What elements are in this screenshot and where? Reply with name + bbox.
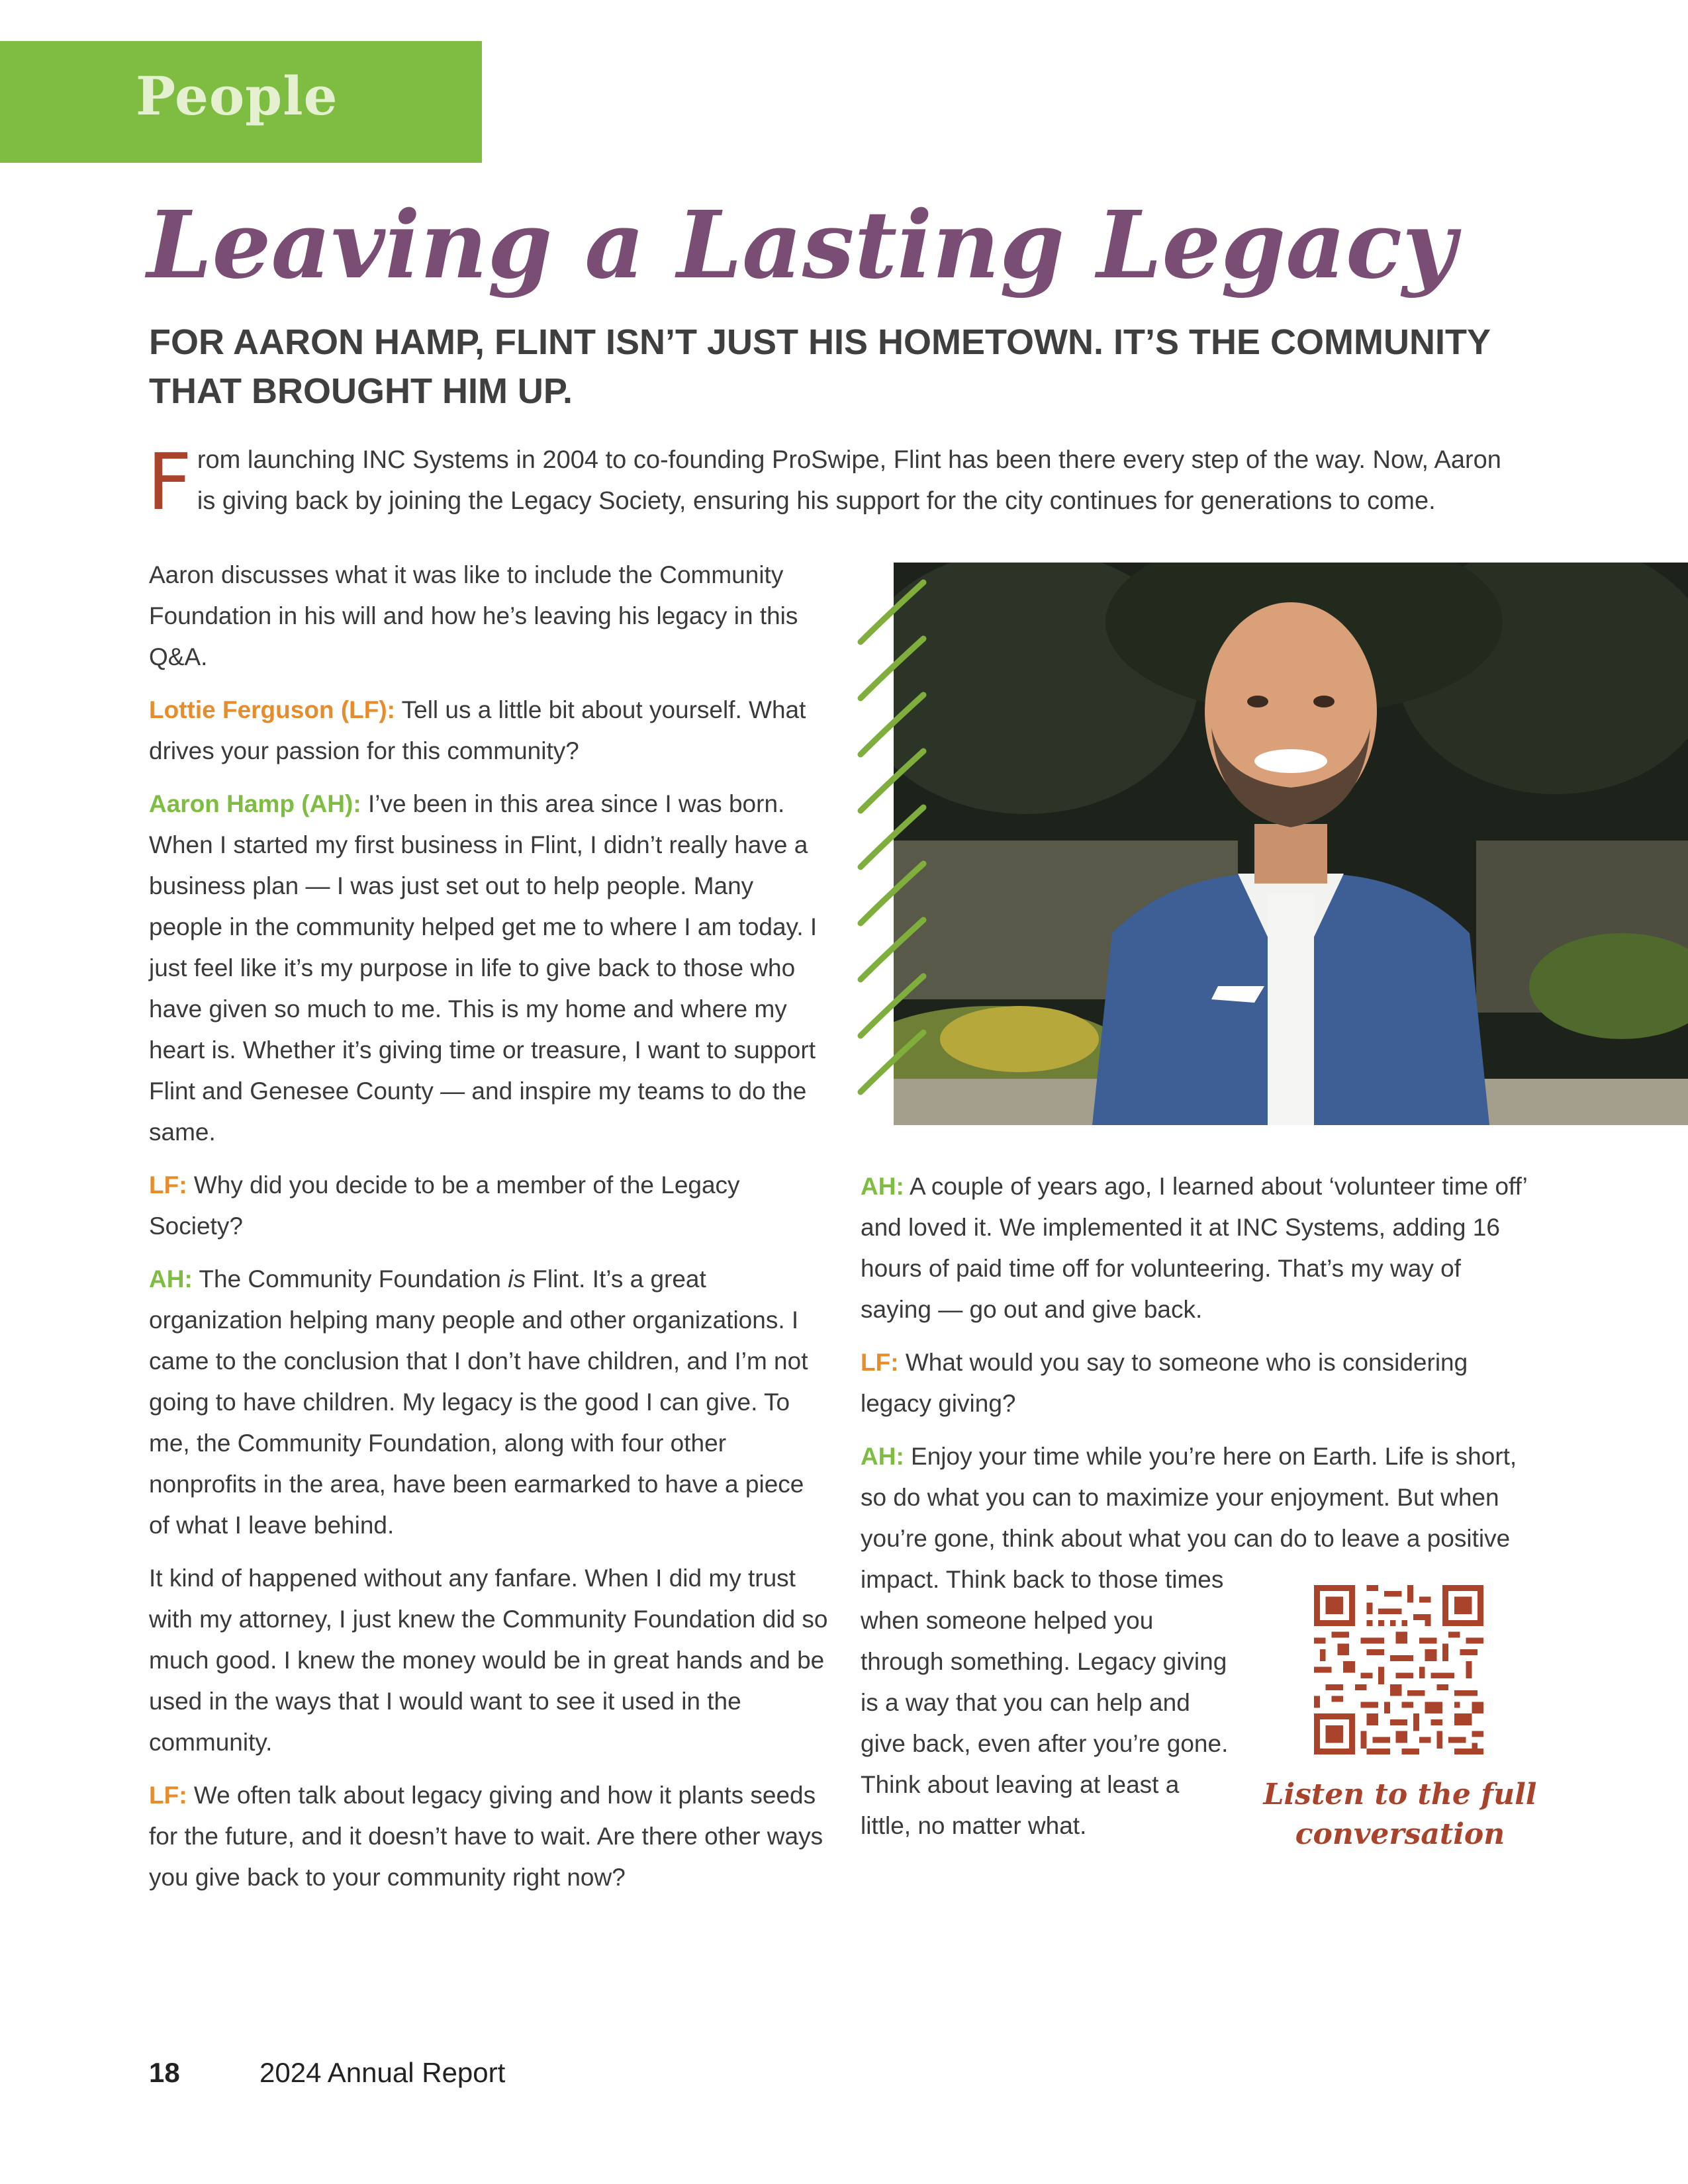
qa-text: The Community Foundation: [199, 1265, 501, 1293]
lead-paragraph: Aaron discusses what it was like to include the Community Foundation in his will and how he’s leaving his legacy in this Q&A.: [149, 561, 798, 670]
article-title: Leaving a Lasting Legacy: [147, 191, 1456, 300]
qa-text: It kind of happened without any fanfare. When I did my trust with my attorney, I just knew the Community Foundation did so much good. I knew the money would be in great hands and be used in the ways that I would want to see it used in the community.: [149, 1565, 828, 1756]
section-label: People: [136, 65, 338, 127]
speaker-label: AH:: [861, 1173, 904, 1200]
qa-text: A couple of years ago, I learned about ‘volunteer time off’ and loved it. We implemented it at INC Systems, adding 16 hours of paid time off for volunteering. That’s my way of saying — go out and give back.: [861, 1173, 1527, 1323]
page-number: 18: [149, 2057, 180, 2088]
drop-cap: F: [147, 436, 192, 527]
qa-item: [149, 1165, 831, 1247]
speaker-label: LF:: [861, 1349, 899, 1376]
speaker-label: LF:: [149, 1782, 187, 1809]
qa-text-continued: impact. Think back to those times when someone helped you through something. Legacy giving is a way that you can help and give back, even after you’re gone. Think about leaving at least a little, no matter what.: [861, 1566, 1229, 1839]
qa-text: Flint. It’s a great organization helping many people and other organizations. I came to the conclusion that I don’t have children, and I’m not going to have children. My legacy is the good I can give. To me, the Community Foundation, along with four other nonprofits in the area, have been earmarked to have a piece of what I leave behind.: [149, 1265, 808, 1539]
portrait-photo: [894, 563, 1688, 1125]
qa-item: [149, 1558, 831, 1763]
qa-text: We often talk about legacy giving and how it plants seeds for the future, and it doesn’t have to wait. Are there other ways you give back to your community right now?: [149, 1782, 823, 1891]
speaker-label: LF:: [149, 1171, 187, 1199]
speaker-label: Aaron Hamp (AH):: [149, 790, 361, 817]
section-banner: [0, 41, 482, 163]
leaf-decoration: [854, 576, 933, 1118]
speaker-label: AH:: [149, 1265, 193, 1293]
qa-item: [149, 1775, 831, 1898]
left-column: [149, 555, 831, 1910]
qa-emphasis: is: [508, 1265, 526, 1293]
qa-item: [861, 1342, 1536, 1424]
qa-item: [149, 784, 831, 1153]
qr-code[interactable]: [1314, 1585, 1483, 1754]
qa-text: Enjoy your time while you’re here on Earth. Life is short, so do what you can to maximize your enjoyment. But when you’re gone, think about what you can do to leave a positive: [861, 1443, 1517, 1552]
qa-text: What would you say to someone who is considering legacy giving?: [861, 1349, 1468, 1417]
speaker-label: AH:: [861, 1443, 904, 1470]
report-name: 2024 Annual Report: [259, 2057, 506, 2088]
qa-text: Tell us a little bit about yourself. What drives your passion for this community?: [149, 696, 806, 764]
intro-paragraph: [147, 436, 1524, 527]
speaker-label: Lottie Ferguson (LF):: [149, 696, 395, 723]
qa-text: I’ve been in this area since I was born. When I started my first business in Flint, I didn’t really have a business plan — I was just set out to help people. Many people in the community helped get me to where I am today. I just feel like it’s my purpose in life to give back to those who have given so much to me. This is my home and where my heart is. Whether it’s giving time or treasure, I want to support Flint and Genesee County — and inspire my teams to do the same.: [149, 790, 818, 1146]
qa-item: [149, 690, 831, 772]
qa-item: [861, 1166, 1536, 1330]
portrait-illustration: [894, 563, 1688, 1125]
qa-text: Why did you decide to be a member of the Legacy Society?: [149, 1171, 740, 1240]
qr-caption: Listen to the full conversation: [1263, 1778, 1537, 1851]
qa-item: [861, 1436, 1536, 1559]
qa-item: [149, 1259, 831, 1546]
article-subtitle: FOR AARON HAMP, FLINT ISN’T JUST HIS HOMETOWN. IT’S THE COMMUNITY THAT BROUGHT HIM UP.: [149, 322, 1491, 411]
intro-text: rom launching INC Systems in 2004 to co-founding ProSwipe, Flint has been there every step of the way. Now, Aaron is giving back by joining the Legacy Society, ensuring his support for the city continues for generations to come.: [197, 446, 1501, 515]
